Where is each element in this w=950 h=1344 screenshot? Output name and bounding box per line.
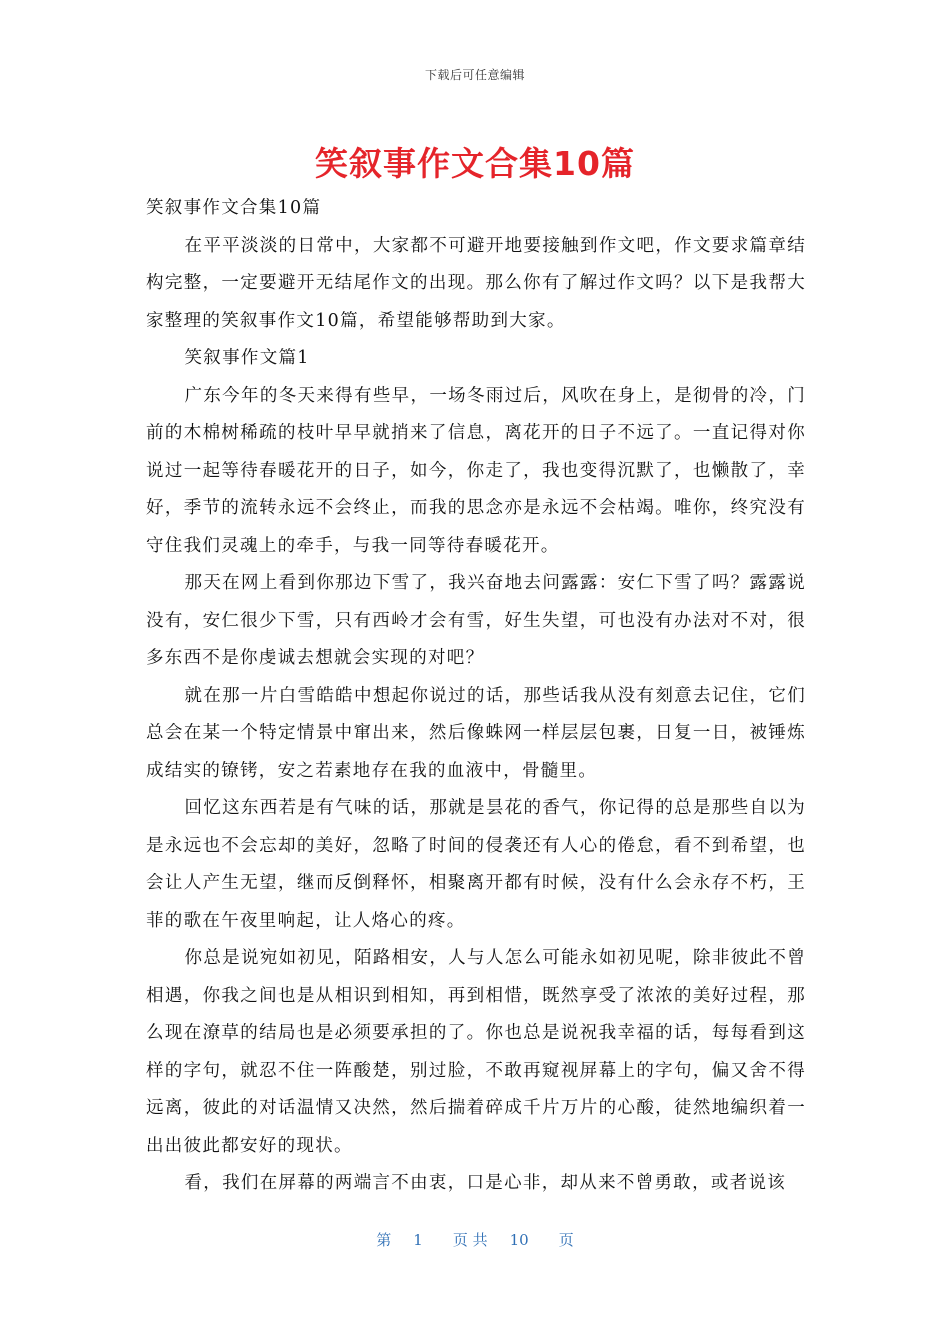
page-prefix: 第 xyxy=(376,1231,392,1249)
page-suffix: 页 xyxy=(558,1231,574,1249)
page-current: 1 xyxy=(413,1231,423,1249)
page-number-footer xyxy=(0,1229,950,1250)
body-paragraph: 回忆这东西若是有气味的话，那就是昙花的香气，你记得的总是那些自以为是永远也不会忘却的美好，忽略了时间的侵袭还有人心的倦怠，看不到希望，也会让人产生无望，继而反倒释怀，相聚离开都有时候，没有什么会永存不朽，王菲的歌在午夜里响起，让人烙心的疼。 xyxy=(146,798,806,931)
page-mid: 页 共 xyxy=(452,1231,488,1249)
intro-paragraph: 在平平淡淡的日常中，大家都不可避开地要接触到作文吧，作文要求篇章结构完整，一定要避开无结尾作文的出现。那么你有了解过作文吗？以下是我帮大家整理的笑叙事作文10篇，希望能够帮助到大家。 xyxy=(146,235,806,331)
section-heading: 笑叙事作文篇1 xyxy=(184,348,310,368)
body-paragraph: 那天在网上看到你那边下雪了，我兴奋地去问露露：安仁下雪了吗？露露说没有，安仁很少下雪，只有西岭才会有雪，好生失望，可也没有办法对不对，很多东西不是你虔诚去想就会实现的对吧？ xyxy=(146,573,806,668)
document-title: 笑叙事作文合集10篇 xyxy=(315,144,635,183)
body-paragraph: 你总是说宛如初见，陌路相安，人与人怎么可能永如初见呢，除非彼此不曾相遇，你我之间也是从相识到相知，再到相惜，既然享受了浓浓的美好过程，那么现在潦草的结局也是必须要承担的了。你也总是说祝我幸福的话，每每看到这样的字句，就忍不住一阵酸楚，别过脸，不敢再窥视屏幕上的字句，偏又舍不得远离，彼此的对话温情又决然，然后揣着碎成千片万片的心酸，徒然地编织着一出出彼此都安好的现状。 xyxy=(146,948,806,1156)
body-paragraph: 广东今年的冬天来得有些早，一场冬雨过后，风吹在身上，是彻骨的冷，门前的木棉树稀疏的枝叶早早就捎来了信息，离花开的日子不远了。一直记得对你说过一起等待春暖花开的日子，如今，你走了，我也变得沉默了，也懒散了，幸好，季节的流转永远不会终止，而我的思念亦是永远不会枯竭。唯你，终究没有守住我们灵魂上的牵手，与我一同等待春暖花开。 xyxy=(146,385,806,556)
header-note: 下载后可任意编辑 xyxy=(424,68,525,82)
body-paragraph: 看，我们在屏幕的两端言不由衷，口是心非，却从来不曾勇敢，或者说该 xyxy=(184,1173,787,1193)
page-total: 10 xyxy=(509,1231,529,1249)
body-paragraph: 就在那一片白雪皓皓中想起你说过的话，那些话我从没有刻意去记住，它们总会在某一个特定情景中窜出来，然后像蛛网一样层层包裹，日复一日，被锤炼成结实的镣铐，安之若素地存在我的血液中，骨髓里。 xyxy=(146,685,806,781)
document-body xyxy=(146,190,806,1203)
body-subtitle: 笑叙事作文合集10篇 xyxy=(146,198,322,218)
